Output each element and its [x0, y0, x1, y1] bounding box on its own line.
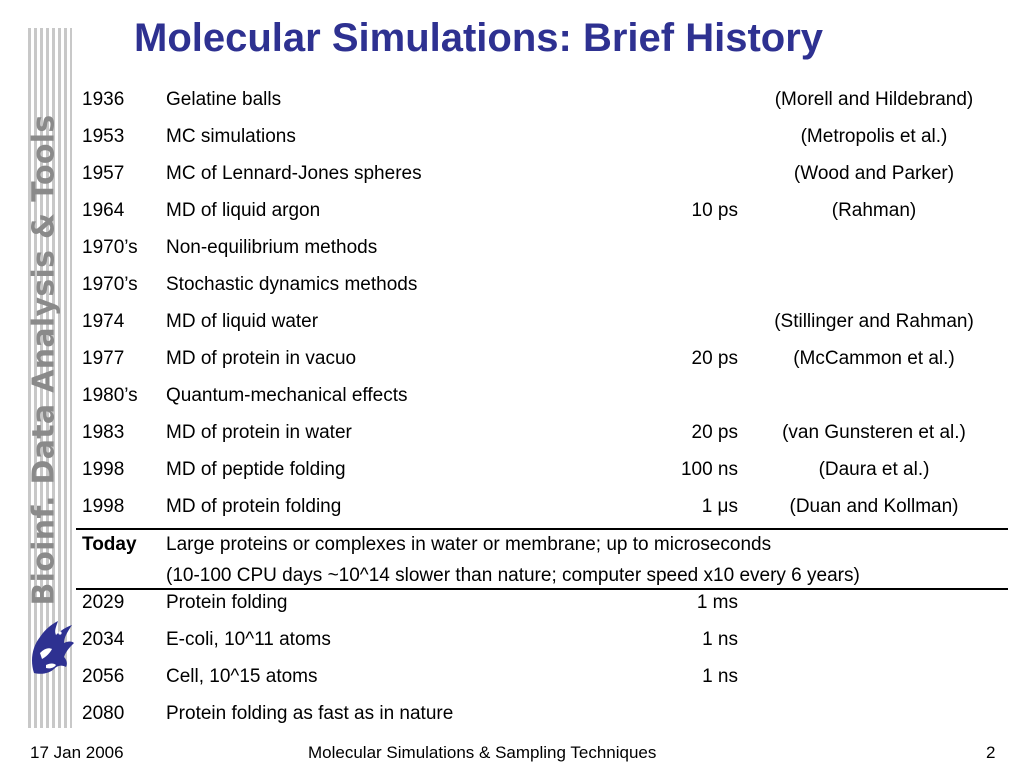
timeline-row [76, 590, 1008, 627]
reference-cell: (Wood and Parker) [793, 163, 955, 184]
event-cell: Gelatine balls [166, 89, 282, 110]
event-cell: MD of protein in vacuo [166, 348, 357, 369]
duration-cell: 10 ps [691, 200, 738, 221]
duration-cell: 20 ps [691, 348, 738, 369]
timeline-row [76, 489, 1008, 526]
timeline-row [76, 119, 1008, 156]
year-cell: 2029 [82, 592, 125, 613]
event-cell: Protein folding [166, 592, 288, 613]
reference-cell: (Morell and Hildebrand) [774, 89, 974, 110]
year-cell: 2080 [82, 703, 125, 724]
footer-date: 17 Jan 2006 [30, 743, 124, 762]
year-cell: 1974 [82, 311, 125, 332]
event-cell: Protein folding as fast as in nature [166, 703, 454, 724]
event-cell: MD of liquid water [166, 311, 319, 332]
year-cell: 1977 [82, 348, 125, 369]
timeline-row [76, 230, 1008, 267]
timeline-row [76, 341, 1008, 378]
year-cell: 1936 [82, 89, 125, 110]
event-cell: MD of protein folding [166, 496, 342, 517]
side-title: Bioinf. Data Analysis & Tools [26, 114, 62, 606]
reference-cell: (Metropolis et al.) [800, 126, 948, 147]
today-note: (10-100 CPU days ~10^14 slower than nature; computer speed x10 every 6 years) [166, 565, 860, 586]
history-list [76, 82, 1008, 526]
event-cell: MD of peptide folding [166, 459, 346, 480]
event-cell: E-coli, 10^11 atoms [166, 629, 331, 650]
event-cell: Quantum-mechanical effects [166, 385, 408, 406]
timeline-row [76, 156, 1008, 193]
year-cell: 1964 [82, 200, 125, 221]
today-row [76, 530, 1008, 586]
year-cell: 1970’s [82, 237, 138, 258]
duration-cell: 1 ns [702, 666, 738, 687]
timeline-row [76, 415, 1008, 452]
timeline-row [76, 193, 1008, 230]
page-number: 2 [986, 743, 996, 762]
year-cell: 1957 [82, 163, 125, 184]
event-cell: MC of Lennard-Jones spheres [166, 163, 422, 184]
history-timeline [76, 82, 1008, 738]
slide-title: Molecular Simulations: Brief History [134, 16, 824, 60]
reference-cell: (Daura et al.) [818, 459, 930, 480]
timeline-row [76, 452, 1008, 489]
event-cell: Non-equilibrium methods [166, 237, 378, 258]
duration-cell: 1 ns [702, 629, 738, 650]
year-cell: 1998 [82, 496, 125, 517]
event-cell: MC simulations [166, 126, 296, 147]
year-cell: 1983 [82, 422, 125, 443]
event-cell: MD of protein in water [166, 422, 352, 443]
timeline-row [76, 267, 1008, 304]
reference-cell: (Duan and Kollman) [789, 496, 959, 517]
lion-logo [26, 613, 76, 679]
duration-cell: 1 ms [696, 592, 738, 613]
timeline-row [76, 82, 1008, 119]
timeline-row [76, 701, 1008, 738]
reference-cell: (Rahman) [831, 200, 917, 221]
today-description: Large proteins or complexes in water or membrane; up to microseconds [166, 534, 772, 555]
year-cell: 2034 [82, 629, 125, 650]
timeline-row [76, 664, 1008, 701]
future-list [76, 590, 1008, 738]
duration-cell: 20 ps [691, 422, 738, 443]
event-cell: Stochastic dynamics methods [166, 274, 418, 295]
duration-cell: 1 μs [701, 496, 738, 517]
reference-cell: (McCammon et al.) [793, 348, 955, 369]
year-cell: 1953 [82, 126, 125, 147]
year-cell: 2056 [82, 666, 125, 687]
event-cell: MD of liquid argon [166, 200, 321, 221]
reference-cell: (Stillinger and Rahman) [774, 311, 974, 332]
year-cell: 1980’s [82, 385, 138, 406]
event-cell: Cell, 10^15 atoms [166, 666, 318, 687]
reference-cell: (van Gunsteren et al.) [782, 422, 966, 443]
timeline-row [76, 304, 1008, 341]
today-label: Today [82, 534, 137, 555]
timeline-row [76, 378, 1008, 415]
footer-title: Molecular Simulations & Sampling Techniques [308, 743, 657, 762]
timeline-row [76, 627, 1008, 664]
year-cell: 1998 [82, 459, 125, 480]
year-cell: 1970’s [82, 274, 138, 295]
duration-cell: 100 ns [680, 459, 738, 480]
